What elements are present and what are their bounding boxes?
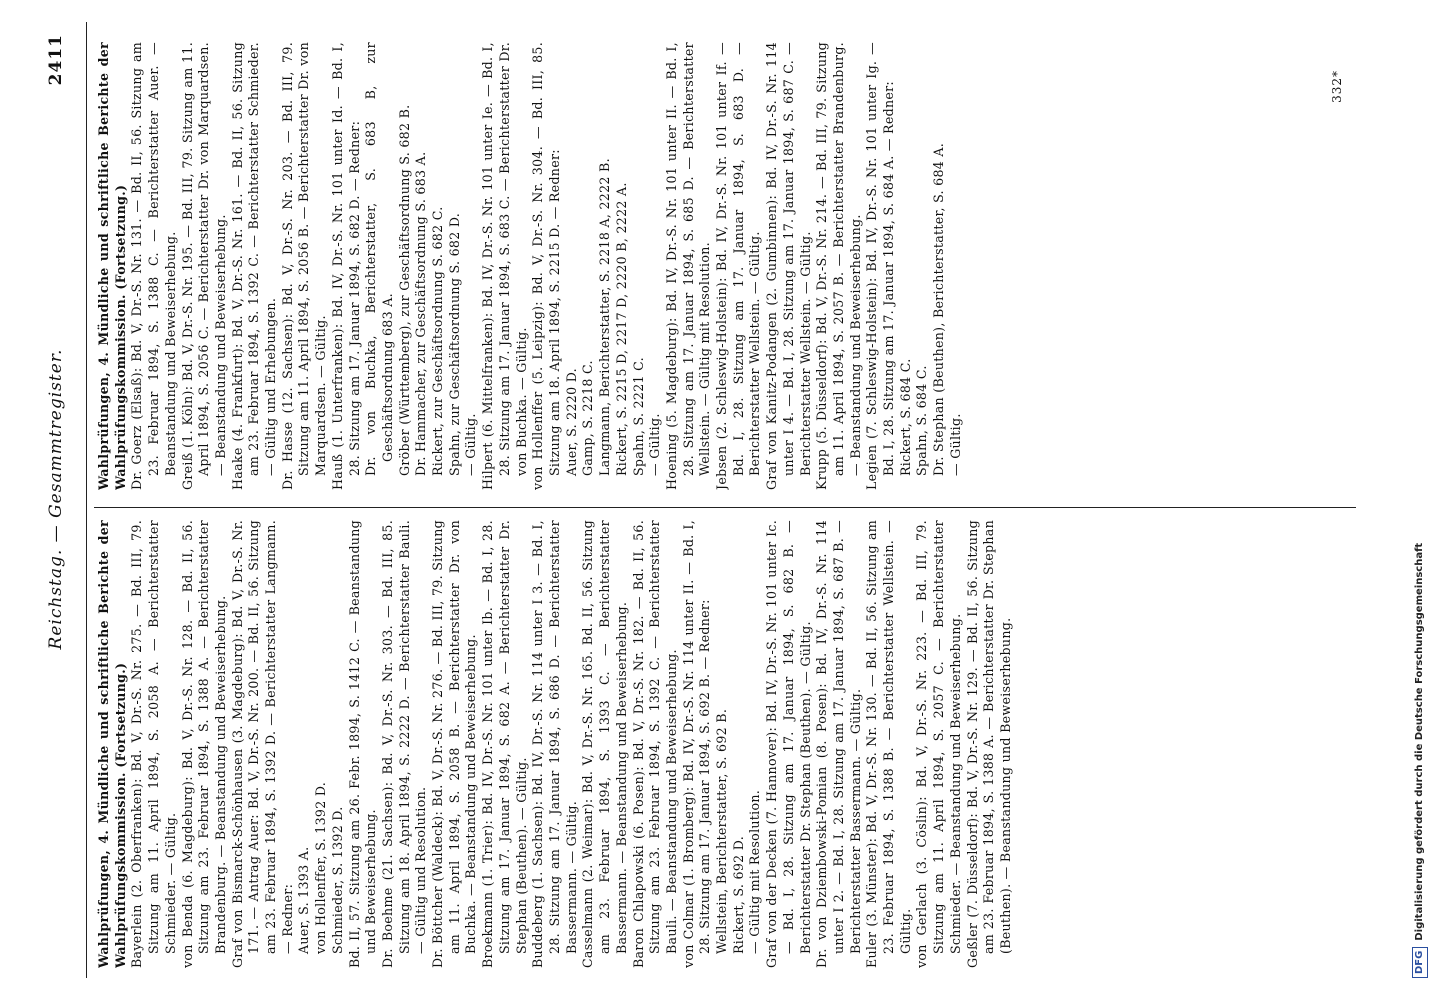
speaker-line: Spahn, S. 684 C. bbox=[914, 365, 930, 476]
speaker-line: Auer, S. 1393 A. bbox=[296, 846, 312, 954]
entry: Hilpert (6. Mittelfranken): Bd. IV, Dr.-S. Nr. 101 unter Ie. — Bd. I, 28. Sitzung am 17. Januar 1894, S. 683 C. — Berichterstatter Dr. von Buchka. — Gültig. bbox=[480, 42, 529, 490]
funding-note-text bbox=[1408, 0, 1432, 1000]
verdict-line: — Gültig. bbox=[647, 413, 663, 476]
speaker-line: von Hollenffer, S. 1392 D. bbox=[313, 781, 329, 954]
entry: Casselmann (2. Weimar): Bd. V, Dr.-S. Nr. 165. Bd. II, 56. Sitzung am 23. Februar 1894, S. 1393 C. — Berichterstatter Bassermann. — Beanstandung und Beweiserhebung. bbox=[580, 520, 629, 968]
speaker-line: Schmieder, S. 1392 D. bbox=[329, 806, 345, 954]
entry: Krupp (5. Düsseldorf): Bd. V, Dr.-S. Nr. 214. — Bd. III, 79. Sitzung am 11. April 1894, S. 2057 B. — Berichterstatter Brandenburg. — Beanstandung und Beweiserhebung. bbox=[814, 42, 863, 490]
entry: Dr. Hasse (12. Sachsen): Bd. V, Dr.-S. Nr. 203. — Bd. III, 79. Sitzung am 11. April 1894, S. 2056 B. — Berichterstatter Dr. von Marquardsen. — Gültig. bbox=[279, 42, 329, 490]
entry: Dr. Goerz (Elsaß): Bd. V, Dr.-S. Nr. 131. — Bd. II, 56. Sitzung am 23. Februar 1894, S. 1388 C. — Berichterstatter Auer. — Beanstandung und Beweiserhebung. bbox=[129, 42, 178, 490]
section-heading: Wahlprüfungen, 4. Mündliche und schriftliche Berichte der Wahlprüfungskommission. (Fortsetzung.) bbox=[96, 42, 128, 490]
speaker-line: Spahn, zur Geschäftsordnung S. 682 D. bbox=[446, 212, 462, 476]
left-column bbox=[96, 520, 1358, 968]
speaker-line: Auer, S. 2220 D. bbox=[563, 368, 579, 476]
running-title: Reichstag. — Gesammtregister. bbox=[46, 348, 66, 650]
funding-note-label: Digitalisierung gefördert durch die Deutsche Forschungsgemeinschaft bbox=[1414, 542, 1425, 941]
entry: Dr. Böttcher (Waldeck): Bd. V, Dr.-S. Nr. 276. — Bd. III, 79. Sitzung am 11. April 1894, S. 2058 B. — Berichterstatter Dr. von Buchka. — Beanstandung und Beweiserhebung. bbox=[430, 520, 479, 968]
page-header bbox=[46, 34, 76, 964]
entry: Greiß (1. Köln): Bd. V, Dr.-S. Nr. 195. — Bd. III, 79. Sitzung am 11. April 1894, S. 2056 C. — Berichterstatter Dr. von Marquardsen. — Beanstandung und Beweiserhebung. bbox=[179, 42, 228, 490]
speaker-line: Dr. Hammacher, zur Geschäftsordnung S. 683 A. bbox=[413, 151, 429, 476]
speaker-line: Rickert, S. 692 D. bbox=[730, 835, 746, 954]
entry: Hoening (5. Magdeburg): Bd. IV, Dr.-S. Nr. 101 unter II. — Bd. I, 28. Sitzung am 17. Januar 1894, S. 685 D. — Berichterstatter Wellstein. — Gültig mit Resolution. bbox=[663, 42, 713, 490]
verdict-line: — Gültig. bbox=[463, 413, 479, 476]
entry: Baron Chlapowski (6. Posen): Bd. V, Dr.-S. Nr. 182. — Bd. II, 56. Sitzung am 23. Februar 1894, S. 1392 C. — Berichterstatter Bauli. — Beanstandung und Beweiserhebung. bbox=[630, 520, 679, 968]
entry: Bd. II, 57. Sitzung am 26. Febr. 1894, S. 1412 C. — Beanstandung und Beweiserhebung. bbox=[346, 520, 379, 968]
speaker-line: Rickert, zur Geschäftsordnung S. 682 C. bbox=[430, 206, 446, 476]
entry: Buddeberg (1. Sachsen): Bd. IV, Dr.-S. Nr. 114 unter I 3. — Bd. I, 28. Sitzung am 17. Januar 1894, S. 686 D. — Berichterstatter Bassermann. — Gültig. bbox=[530, 520, 579, 968]
speaker-line: Rickert, S. 684 C. bbox=[897, 358, 913, 476]
entry: von Benda (6. Magdeburg): Bd. V, Dr.-S. Nr. 128. — Bd. II, 56. Sitzung am 23. Februar 1894, S. 1388 A. — Berichterstatter Brandenburg. — Beanstandung und Beweiserhebung. bbox=[179, 520, 228, 968]
entry: Broekmann (1. Trier): Bd. IV, Dr.-S. Nr. 101 unter Ib. — Bd. I, 28. Sitzung am 17. Januar 1894, S. 682 A. — Berichterstatter Dr. Stephan (Beuthen). — Gültig. bbox=[480, 520, 529, 968]
entry: von Hollenffer (5. Leipzig): Bd. V, Dr.-S. Nr. 304. — Bd. III, 85. Sitzung am 18. April 1894, S. 2215 D. — Redner: bbox=[530, 42, 562, 490]
speaker-line: Wellstein, Berichterstatter, S. 692 B. bbox=[714, 708, 730, 954]
entry: Jebsen (2. Schleswig-Holstein): Bd. IV, Dr.-S. Nr. 101 unter If. — Bd. I, 28. Sitzung am 17. Januar 1894, S. 683 D. — Berichterstatter Wellstein. — Gültig. bbox=[714, 42, 763, 490]
entry: Geßler (7. Düsseldorf): Bd. V, Dr.-S. Nr. 129. — Bd. II, 56. Sitzung am 23. Februar 1894, S. 1388 A. — Berichterstatter Dr. Stephan (Beuthen). — Beanstandung und Beweiserhebung. bbox=[964, 520, 1013, 968]
speaker-line: Gamp, S. 2218 C. bbox=[580, 360, 596, 476]
speaker-line: Dr. von Buchka, Berichterstatter, S. 683 B, zur Geschäftsordnung 683 A. bbox=[363, 42, 395, 476]
section-heading: Wahlprüfungen, 4. Mündliche und schriftliche Berichte der Wahlprüfungskommission. (Fortsetzung.) bbox=[96, 520, 128, 968]
speaker-line: Rickert, S. 2215 D, 2217 D, 2220 B, 2222 A. bbox=[613, 182, 629, 476]
signature-mark: 332* bbox=[1330, 70, 1344, 103]
column-divider bbox=[94, 507, 1356, 508]
speaker-line: Spahn, S. 2221 C. bbox=[630, 357, 646, 476]
funding-note bbox=[1408, 0, 1432, 1000]
entry: Legien (7. Schleswig-Holstein): Bd. IV, Dr.-S. Nr. 101 unter Ig. — Bd. I, 28. Sitzung am 17. Januar 1894, S. 684 A. — Redner: bbox=[864, 42, 897, 490]
entry: Euler (3. Münster): Bd. V, Dr.-S. Nr. 130. — Bd. II, 56. Sitzung am 23. Februar 1894, S. 1388 B. — Berichterstatter Wellstein. — Gültig. bbox=[864, 520, 913, 968]
entry: Dr. Boehme (21. Sachsen): Bd. V, Dr.-S. Nr. 303. — Bd. III, 85. Sitzung am 18. April 1894, S. 2222 D. — Berichterstatter Bauli. — Gültig und Resolution. bbox=[379, 520, 429, 968]
speaker-line: Langmann, Berichterstatter, S. 2218 A, 2222 B. bbox=[597, 158, 613, 476]
page-number: 2411 bbox=[46, 34, 66, 86]
verdict-line: — Gültig mit Resolution. bbox=[747, 789, 763, 954]
speaker-line: Gröber (Württemberg), zur Geschäftsordnung S. 682 B. bbox=[396, 104, 412, 476]
entry: Graf von der Decken (7. Hannover): Bd. IV, Dr.-S. Nr. 101 unter Ic. — Bd. I, 28. Sitzung am 17. Januar 1894, S. 682 B. — Berichterstatter Dr. Stephan (Beuthen). — Gültig. bbox=[764, 520, 813, 968]
header-rule bbox=[86, 22, 87, 978]
entry: von Gerlach (3. Cöslin): Bd. V, Dr.-S. Nr. 223. — Bd. III, 79. Sitzung am 11. April 1894, S. 2057 C. — Berichterstatter Schmieder. — Beanstandung und Beweiserhebung. bbox=[914, 520, 963, 968]
entry: Graf von Bismarck-Schönhausen (3. Magdeburg): Bd. V, Dr.-S. Nr. 171. — Antrag Auer: Bd. V, Dr.-S. Nr. 200. — Bd. II, 56. Sitzung am 23. Februar 1894, S. 1392 D. — Berichterstatter Langmann. — Redner: bbox=[229, 520, 295, 968]
entry: Haake (4. Frankfurt): Bd. V, Dr.-S. Nr. 161. — Bd. II, 56. Sitzung am 23. Februar 1894, S. 1392 C. — Berichterstatter Schmieder. — Gültig und Erhebungen. bbox=[229, 42, 279, 490]
speaker-line: Dr. Stephan (Beuthen), Berichterstatter, S. 684 A. bbox=[931, 142, 947, 476]
right-column bbox=[96, 42, 1358, 490]
entry: Bayerlein (2. Oberfranken): Bd. V, Dr.-S. Nr. 275. — Bd. III, 79. Sitzung am 11. April 1894, S. 2058 A. — Berichterstatter Schmieder. — Gültig. bbox=[129, 520, 178, 968]
entry: von Colmar (1. Bromberg): Bd. IV, Dr.-S. Nr. 114 unter II. — Bd. I, 28. Sitzung am 17. Januar 1894, S. 692 B. — Redner: bbox=[680, 520, 713, 968]
verdict-line: — Gültig. bbox=[947, 413, 963, 476]
entry: Dr. von Dziembowski-Pomian (8. Posen): Bd. IV, Dr.-S. Nr. 114 unter I 2. — Bd. I, 28. Sitzung am 17. Januar 1894, S. 687 B. — Berichterstatter Bassermann. — Gültig. bbox=[814, 520, 863, 968]
entry: Graf von Kanitz-Podangen (2. Gumbinnen): Bd. IV, Dr.-S. Nr. 114 unter I 4. — Bd. I, 28. Sitzung am 17. Januar 1894, S. 687 C. — Berichterstatter Wellstein. — Gültig. bbox=[764, 42, 813, 490]
entry: Hauß (1. Unterfranken): Bd. IV, Dr.-S. Nr. 101 unter Id. — Bd. I, 28. Sitzung am 17. Januar 1894, S. 682 D. — Redner: bbox=[329, 42, 362, 490]
dfg-logo: DFG bbox=[1412, 947, 1428, 978]
